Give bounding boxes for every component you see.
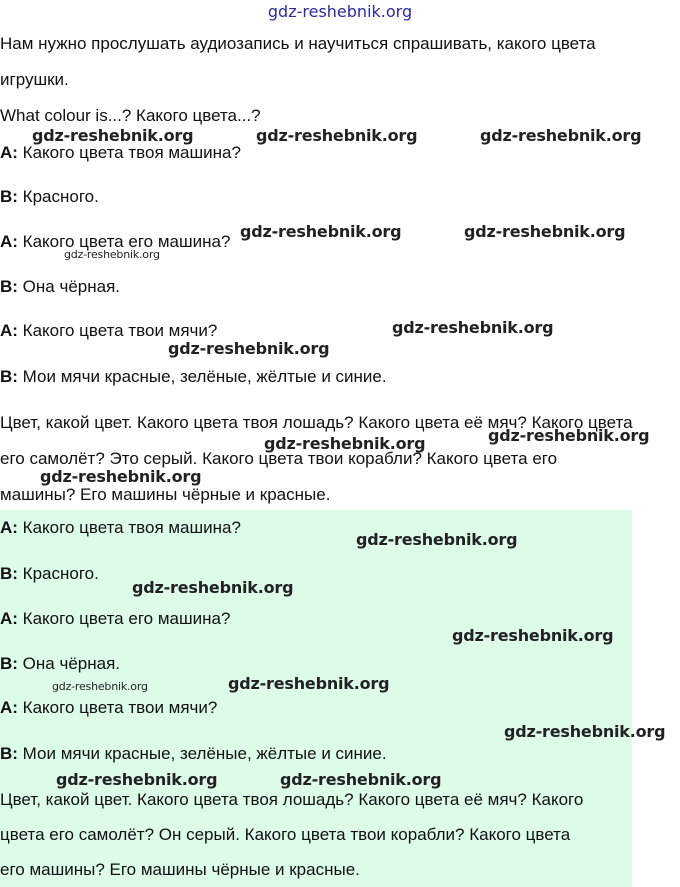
watermark: gdz-reshebnik.org: [392, 318, 554, 337]
line-text: Какого цвета твои мячи?: [17, 321, 218, 340]
watermark: gdz-reshebnik.org: [452, 626, 614, 645]
speaker: A:: [0, 609, 18, 628]
line-text: Мои мячи красные, зелёные, жёлтые и синие.: [17, 744, 387, 763]
watermark: gdz-reshebnik.org: [52, 680, 148, 693]
answer-dialog-line-3: [0, 609, 230, 629]
line-text: Красного.: [17, 187, 99, 206]
speaker: A:: [0, 698, 18, 717]
task-dialog-line-5: [0, 321, 217, 341]
speaker: B:: [0, 187, 18, 206]
speaker: A:: [0, 143, 18, 162]
speaker: B:: [0, 654, 18, 673]
answer-dialog-line-5: [0, 698, 217, 718]
watermark: gdz-reshebnik.org: [264, 434, 426, 453]
watermark: gdz-reshebnik.org: [356, 530, 518, 549]
speaker: B:: [0, 367, 18, 386]
line-text: Она чёрная.: [17, 654, 121, 673]
answer-song-line-3: его машины? Его машины чёрные и красные.: [0, 860, 360, 879]
watermark: gdz-reshebnik.org: [240, 222, 402, 241]
line-text: Какого цвета твоя машина?: [17, 143, 241, 162]
task-dialog-line-2: [0, 187, 99, 207]
speaker: B:: [0, 744, 18, 763]
speaker: A:: [0, 321, 18, 340]
line-text: Красного.: [17, 564, 99, 583]
answer-song-line-2: цвета его самолёт? Он серый. Какого цвета твои корабли? Какого цвета: [0, 825, 571, 844]
watermark: gdz-reshebnik.org: [280, 770, 442, 789]
song-line-3: машины? Его машины чёрные и красные.: [0, 485, 331, 504]
answer-dialog-line-2: [0, 564, 99, 584]
watermark: gdz-reshebnik.org: [464, 222, 626, 241]
line-text: Какого цвета его машина?: [17, 232, 231, 251]
watermark: gdz-reshebnik.org: [480, 126, 642, 145]
song-line-2: его самолёт? Это серый. Какого цвета твои корабли? Какого цвета его: [0, 449, 558, 468]
line-text: Она чёрная.: [17, 277, 121, 296]
answer-dialog-line-6: [0, 744, 387, 764]
answer-dialog-line-1: [0, 518, 241, 538]
intro-line-2: игрушки.: [0, 70, 69, 89]
line-text: Какого цвета его машина?: [17, 609, 231, 628]
watermark: gdz-reshebnik.org: [228, 674, 390, 693]
speaker: A:: [0, 518, 18, 537]
speaker: B:: [0, 564, 18, 583]
watermark: gdz-reshebnik.org: [256, 126, 418, 145]
line-text: Какого цвета твои мячи?: [17, 698, 218, 717]
intro-line-1: Нам нужно прослушать аудиозапись и научиться спрашивать, какого цвета: [0, 34, 596, 53]
task-dialog-line-1: [0, 143, 241, 163]
task-dialog-line-4: [0, 277, 120, 297]
watermark: gdz-reshebnik.org: [56, 770, 218, 789]
watermark: gdz-reshebnik.org: [132, 578, 294, 597]
song-line-1: Цвет, какой цвет. Какого цвета твоя лошадь? Какого цвета её мяч? Какого цвета: [0, 413, 633, 432]
speaker: B:: [0, 277, 18, 296]
answer-song-line-1: Цвет, какой цвет. Какого цвета твоя лошадь? Какого цвета её мяч? Какого: [0, 790, 584, 809]
watermark: gdz-reshebnik.org: [40, 467, 202, 486]
watermark: gdz-reshebnik.org: [64, 248, 160, 261]
header-watermark: gdz-reshebnik.org: [267, 2, 413, 21]
speaker: A:: [0, 232, 18, 251]
watermark: gdz-reshebnik.org: [504, 722, 666, 741]
question-line: What colour is...? Какого цвета...?: [0, 106, 261, 125]
watermark: gdz-reshebnik.org: [168, 339, 330, 358]
answer-dialog-line-4: [0, 654, 120, 674]
task-dialog-line-6: [0, 367, 387, 387]
watermark: gdz-reshebnik.org: [488, 426, 650, 445]
line-text: Какого цвета твоя машина?: [17, 518, 241, 537]
line-text: Мои мячи красные, зелёные, жёлтые и синие.: [17, 367, 387, 386]
watermark: gdz-reshebnik.org: [32, 126, 194, 145]
